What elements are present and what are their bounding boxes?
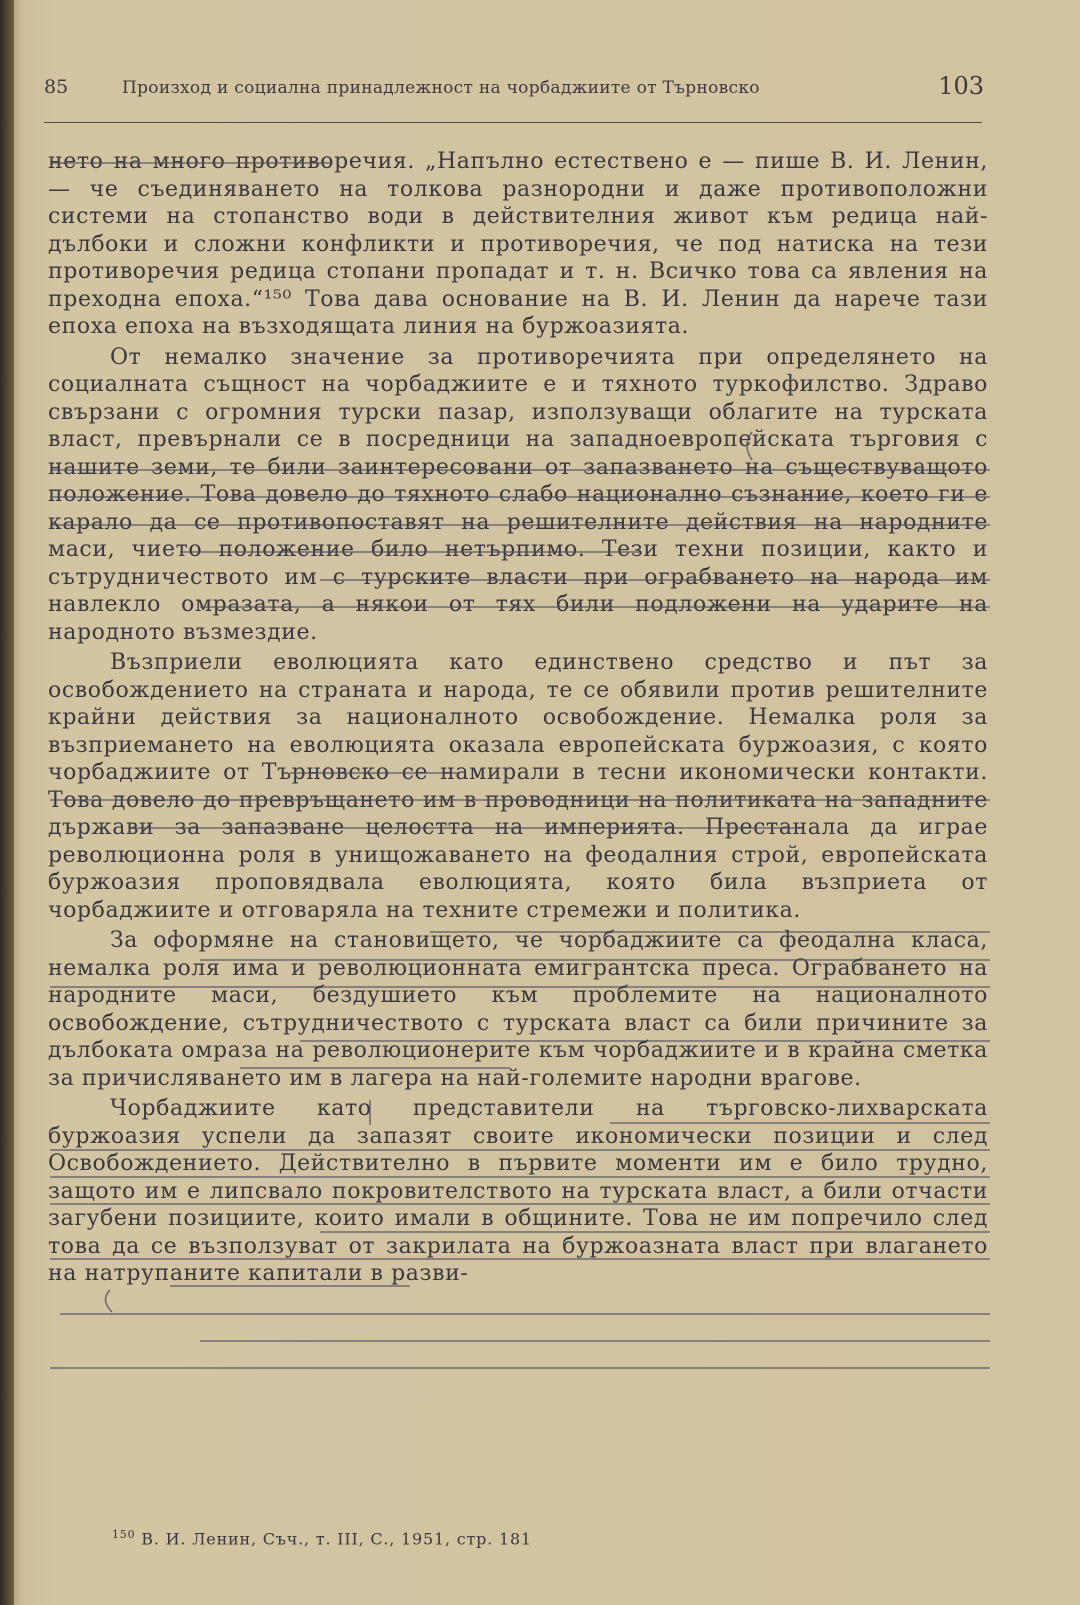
- footnote-number: 150: [112, 1528, 136, 1541]
- footnote-text: В. И. Ленин, Съч., т. III, С., 1951, стр. 181: [141, 1529, 532, 1549]
- paragraph-3: Възприели еволюцията като единствено средство и път за освобождението на страната и народа, те се обявили против решителните крайни действия за националното освобождение. Немалка роля за възприемането на еволюцията оказала европейската буржоазия, с която чорбаджиите от Търновско се намирали в тесни икономически контакти. Това довело до превръщането им в проводници на политиката на западните държави за запазване целостта на империята. Престанала да играе революционна роля в унищожаването на феодалния строй, европейската буржоазия проповядвала еволюцията, която била възприета от чорбаджиите и отговаряла на техните стремежи и политика.: [48, 650, 988, 923]
- running-title: Произход и социална принадлежност на чорбаджиите от Търновско: [122, 78, 760, 98]
- body-text: [48, 148, 988, 1288]
- paragraph-1: нето на много противоречия. „Напълно естествено е — пише В. И. Ленин, — че съединяването на толкова разнородни и даже противоположни системи на стопанство води в действителния живот към редица най-дълбоки и сложни конфликти и противоречия, че под натиска на тези противоречия редица стопани пропадат и т. н. Всичко това са явления на преходна епоха.“¹⁵⁰ Това дава основание на В. И. Ленин да нарече тази епоха епоха на възходящата линия на буржоазията.: [48, 149, 988, 339]
- book-spine-shadow: [0, 0, 14, 1605]
- page-header: [44, 72, 984, 110]
- section-number: 85: [44, 76, 69, 98]
- page-number: 103: [938, 72, 984, 100]
- margin-bracket-mark: [105, 1290, 112, 1312]
- paragraph-4: За оформяне на становището, че чорбаджиите са феодална класа, немалка роля има и революционната емигрантска преса. Ограбването на народните маси, бездушието към проблемите на националното освобождение, сътрудничеството с турската власт са били причините за дълбоката омраза на революционерите към чорбаджиите и в крайна сметка за причисляването им в лагера на най-големите народни врагове.: [48, 928, 988, 1091]
- header-rule: [44, 122, 982, 123]
- paragraph-5: Чорбаджиите като представители на търговско-лихварската буржоазия успели да запазят своите икономически позиции и след Освобождението. Действително в първите моменти им е било трудно, защото им е липсвало покровителството на турската власт, а били отчасти загубени позициите, които имали в общините. Това не им попречило след това да се възползуват от закрилата на буржоазната власт при влагането на натрупаните капитали в разви-: [48, 1096, 988, 1286]
- paragraph-2: От немалко значение за противоречията при определянето на социалната същност на чорбаджиите е и тяхното туркофилство. Здраво свързани с огромния турски пазар, използуващи облагите на турската власт, превърнали се в посредници на западноевропейската търговия с нашите земи, те били заинтересовани от запазването на съществуващото положение. Това довело до тяхното слабо национално съзнание, което ги е карало да се противопоставят на решителните действия на народните маси, чието положение било нетърпимо. Тези техни позиции, както и сътрудничеството им с турските власти при ограбването на народа им навлекло омразата, а някои от тях били подложени на ударите на народното възмездие.: [48, 344, 988, 645]
- footnote: [112, 1528, 932, 1548]
